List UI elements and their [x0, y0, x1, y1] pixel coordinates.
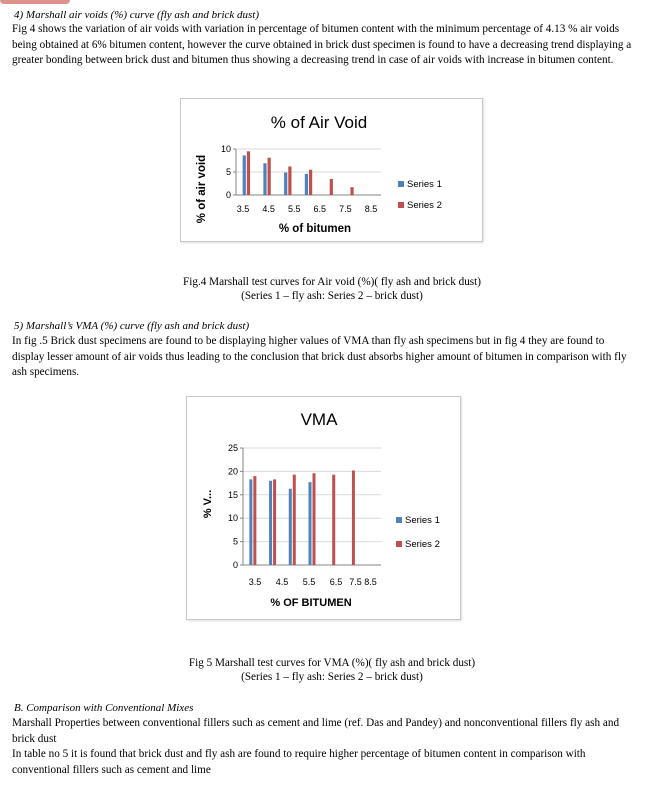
series2-bar — [247, 151, 250, 195]
y-tick-label: 5 — [225, 167, 231, 177]
y-tick-label: 5 — [232, 536, 238, 547]
series2-bar — [350, 187, 353, 195]
section4-paragraph: Fig 4 shows the variation of air voids with variation in percentage of bitumen content with the minimum percentage of 4.13 % air voids being obtained at 6% bitumen content, however the curve obtained in brick dust specimen is found to have a decreasing trend displaying a greater bonding between brick dust and bitumen thus showing a decreasing trend in case of air voids with increase in bitumen content. — [12, 23, 632, 67]
series1-bar — [305, 174, 308, 195]
section5-heading: 5) Marshall’s VMA (%) curve (fly ash and brick dust) — [14, 320, 250, 332]
series1-bar — [263, 163, 266, 195]
x-tick-label: 6.5 — [329, 577, 343, 587]
x-axis-title: % OF BITUMEN — [270, 597, 352, 609]
series1-bar — [249, 479, 252, 565]
y-tick-label: 0 — [225, 190, 231, 200]
x-tick-label: 8.5 — [364, 204, 378, 214]
sectionB-paragraph-1: Marshall Properties between conventional fillers such as cement and lime (ref. Das and Pandey) and nonconventional fillers fly ash and brick dust — [12, 717, 620, 745]
fig4-chart — [180, 98, 483, 242]
series1-bar — [289, 489, 292, 565]
sectionB-paragraph-2: In table no 5 it is found that brick dust and fly ash are found to require higher percentage of bitumen content in comparison with conventional fillers such as cement and lime — [12, 748, 586, 776]
legend-label: Series 1 — [405, 515, 440, 526]
series1-bar — [309, 482, 312, 565]
x-tick-label: 5.5 — [302, 577, 316, 587]
x-tick-label: 5.5 — [287, 204, 301, 214]
y-tick-label: 10 — [220, 144, 231, 154]
fig4-caption-series: (Series 1 – fly ash: Series 2 – brick dust) — [241, 290, 423, 302]
series2-bar — [332, 475, 335, 565]
fig5-chart — [186, 396, 461, 620]
x-tick-label: 4.5 — [262, 204, 275, 214]
legend-label: Series 2 — [407, 200, 442, 211]
x-tick-label: 7.5 8.5 — [349, 577, 377, 587]
y-tick-label: 20 — [227, 466, 238, 477]
y-tick-label: 0 — [232, 560, 238, 570]
section4-heading: 4) Marshall air voids (%) curve (fly ash and brick dust) — [14, 9, 260, 21]
series1-bar — [269, 481, 272, 565]
fig4-caption: Fig.4 Marshall test curves for Air void (%)( fly ash and brick dust) — [183, 276, 481, 288]
series2-bar — [288, 166, 291, 195]
section5-paragraph: In fig .5 Brick dust specimens are found to be displaying higher values of VMA than fly ash specimens but in fig 4 they are found to display lesser amount of air voids thus leading to the conclusion that brick dust absorbs higher amount of bitumen in comparison with fly ash specimens. — [12, 335, 627, 379]
series2-bar — [313, 473, 316, 565]
series2-bar — [293, 475, 296, 565]
series2-bar — [253, 476, 256, 565]
x-tick-label: 4.5 — [275, 577, 289, 587]
series2-bar — [273, 479, 276, 565]
x-tick-label: 6.5 — [313, 204, 327, 214]
y-tick-label: 15 — [227, 489, 238, 500]
legend-swatch — [398, 181, 404, 187]
chart-title: % of Air Void — [270, 113, 368, 132]
legend-swatch — [398, 202, 404, 208]
series2-bar — [330, 179, 333, 195]
series2-bar — [309, 170, 312, 195]
series1-bar — [243, 155, 246, 195]
legend-label: Series 1 — [407, 179, 442, 190]
series1-bar — [284, 172, 287, 195]
fig5-caption-series: (Series 1 – fly ash: Series 2 – brick dust) — [241, 671, 423, 683]
vma-chart-svg — [187, 397, 460, 619]
fig5-caption: Fig 5 Marshall test curves for VMA (%)( fly ash and brick dust) — [188, 657, 476, 669]
top-decoration — [0, 0, 70, 4]
legend-label: Series 2 — [405, 539, 440, 550]
series2-bar — [268, 158, 271, 195]
y-axis-title: % of air void — [196, 154, 208, 224]
chart-title: VMA — [300, 410, 338, 429]
x-tick-label: 3.5 — [236, 204, 250, 214]
legend-swatch — [396, 517, 402, 523]
x-axis-title: % of bitumen — [278, 223, 352, 235]
x-tick-label: 7.5 — [339, 204, 352, 214]
air-void-chart-svg — [181, 99, 482, 241]
x-tick-label: 3.5 — [248, 577, 262, 587]
series2-bar — [352, 470, 355, 565]
y-tick-label: 10 — [227, 513, 238, 524]
y-axis-title: % V... — [202, 489, 214, 519]
sectionB-heading: B. Comparison with Conventional Mixes — [14, 702, 194, 714]
legend-swatch — [396, 541, 402, 547]
y-tick-label: 25 — [227, 443, 238, 453]
